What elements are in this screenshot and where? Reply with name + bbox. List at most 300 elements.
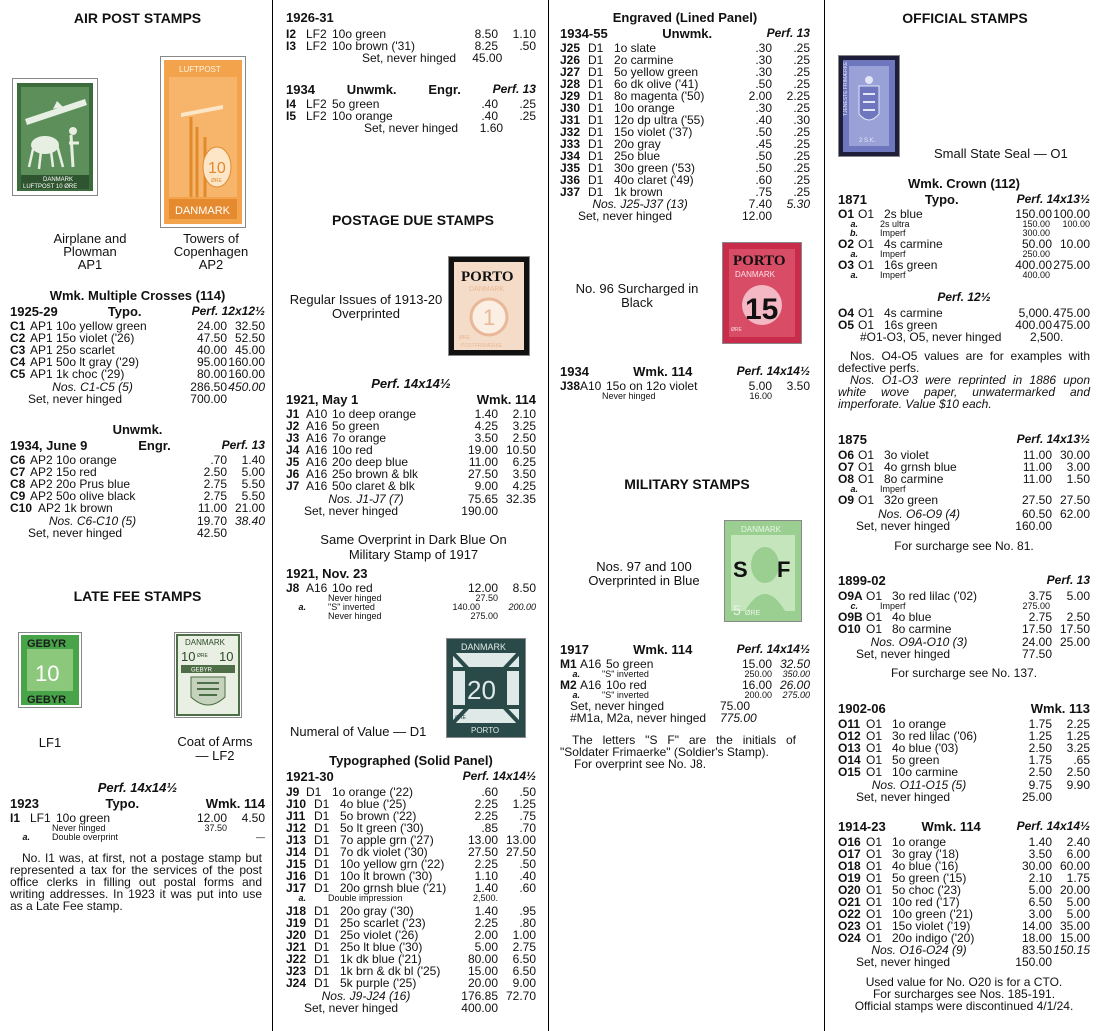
stamp-military-s-text: S: [733, 557, 748, 582]
catalog-number: J4: [286, 443, 300, 457]
design-number: LF1: [30, 811, 51, 825]
catalog-number: J30: [560, 101, 581, 115]
value-unused: 12.00: [196, 811, 227, 825]
variety-description: Imperf: [880, 270, 906, 280]
value-used: .70: [519, 821, 536, 835]
catalog-number: O4: [838, 306, 855, 320]
variety-description: Double overprint: [52, 832, 119, 842]
totals-used: 32.35: [505, 492, 536, 506]
stamp-description: 5o green: [332, 419, 380, 433]
value-used: .25: [793, 53, 810, 67]
value-unused: 11.00: [1022, 472, 1052, 486]
value-unused: 5,000.: [1018, 306, 1052, 320]
stamp-surcharged-top-text: PORTO: [733, 253, 786, 269]
catalog-number: J22: [286, 952, 307, 966]
value-unused: 9.00: [474, 479, 498, 493]
value-used: 60.00: [1059, 859, 1090, 873]
stamp-porto-sub-text: DANMARK: [469, 286, 505, 293]
design-number: O1: [866, 847, 883, 861]
never-hinged-value: 25.00: [1021, 790, 1052, 804]
stamp-military-top-text: DANMARK: [741, 525, 782, 534]
value-unused: .50: [755, 125, 772, 139]
listing-row: [838, 590, 1090, 602]
stamp-ap2-image: [160, 56, 246, 228]
listing-table-o16-o24: [838, 836, 1090, 944]
design-number: O1: [866, 753, 883, 767]
stamp-porto-bottom-text: POSTFRIMÆRKE: [461, 343, 503, 349]
never-hinged-value: 190.00: [461, 504, 498, 518]
value-used: 3.25: [512, 419, 536, 433]
issue-header-1925: [10, 304, 265, 319]
value-unused: 2.50: [1028, 765, 1052, 779]
variety-description: Never hinged: [328, 611, 382, 621]
variety-row: [838, 250, 1090, 259]
value-unused: 400.00: [1015, 318, 1052, 332]
value-unused: 3.00: [1028, 907, 1052, 921]
value-used: 2.75: [512, 940, 536, 954]
design-number: O1: [858, 460, 875, 474]
ap1-caption-text: Airplane and Plowman: [53, 231, 127, 259]
variety-letter: a.: [572, 669, 580, 679]
value-used: 475.00: [1053, 318, 1090, 332]
issue-perf: Perf. 12½: [937, 290, 991, 304]
catalog-number: I1: [10, 811, 21, 825]
stamp-description: 15o violet ('26): [56, 331, 135, 345]
value-used: .25: [793, 101, 810, 115]
value-used: 52.50: [234, 331, 265, 345]
stamp-description: 4s carmine: [884, 306, 943, 320]
value-unused: 30.00: [1021, 859, 1052, 873]
never-hinged-value: 2,500.: [1030, 330, 1064, 344]
totals-o6-o9: [838, 508, 1090, 532]
value-used: 13.00: [505, 833, 536, 847]
issue-perf: Perf. 14x13½: [1016, 432, 1090, 446]
catalog-number: O7: [838, 460, 855, 474]
catalog-number: C9: [10, 489, 26, 503]
column-air-post: [10, 0, 265, 1031]
totals-label: Nos. C6-C10 (5): [48, 514, 137, 528]
stamp-lf2-top-text: DANMARK: [185, 638, 226, 647]
subsection-title-engraved: Engraved (Lined Panel): [612, 10, 758, 25]
catalog-number: O24: [838, 931, 861, 945]
issue-perf: Perf. 14x14½: [1016, 819, 1090, 833]
value-used: 3.50: [786, 379, 810, 393]
catalog-number: J14: [286, 845, 307, 859]
stamp-description: 10o red: [332, 581, 373, 595]
value-unused: 27.50: [467, 845, 498, 859]
stamp-description: 20o deep blue: [332, 455, 409, 469]
value-used: 6.50: [512, 964, 536, 978]
value-used: 5.00: [1066, 907, 1090, 921]
stamp-description: 10o red: [332, 443, 373, 457]
value-used: 30.00: [1059, 448, 1090, 462]
design-number: AP1: [30, 367, 53, 381]
design-number: AP2: [30, 489, 53, 503]
totals-c6-c10: [10, 515, 265, 539]
stamp-description: 8o carmine: [884, 472, 944, 486]
catalog-number: J23: [286, 964, 307, 978]
value-unused: .85: [481, 821, 498, 835]
never-hinged-label: Set, never hinged: [28, 526, 123, 540]
totals-o16-o24: [838, 944, 1090, 968]
never-hinged-value: 150.00: [1015, 955, 1052, 969]
value-unused: 2.25: [474, 797, 498, 811]
catalog-number: M1: [560, 657, 577, 671]
listing-row: [838, 766, 1090, 778]
issue-year: 1934: [560, 364, 589, 379]
stamp-description: 1o orange ('22): [332, 785, 414, 799]
variety-letter: c.: [850, 601, 858, 611]
listing-table-c6-c10: [10, 454, 265, 514]
never-hinged-label: Set, never hinged: [856, 519, 951, 533]
surcharged-caption: No. 96 Surcharged in Black: [575, 281, 699, 310]
value-unused: .50: [755, 161, 772, 175]
value-used: .95: [519, 904, 536, 918]
listing-table-i1: [10, 812, 265, 842]
listing-table-o11-o15: [838, 718, 1090, 778]
stamp-d1-top-text: DANMARK: [461, 642, 507, 652]
design-number: O1: [858, 306, 875, 320]
variety-description: Imperf: [880, 228, 906, 238]
stamp-description: 20o grnsh blue ('21): [339, 881, 447, 895]
column-postage-due: [286, 0, 540, 1031]
value-unused: 150.00: [1015, 207, 1052, 221]
listing-table-o6-o9: [838, 449, 1090, 506]
never-hinged-label: Set, never hinged: [304, 504, 399, 518]
issue-year: 1926-31: [286, 10, 334, 25]
totals-label: Nos. O6-O9 (4): [877, 507, 961, 521]
issue-year: 1899-02: [838, 573, 886, 588]
column-engraved-military: [560, 0, 814, 1031]
design-number: O1: [866, 895, 883, 909]
catalog-number: M2: [560, 678, 577, 692]
design-number: AP1: [30, 319, 53, 333]
stamp-d1-caption: Numeral of Value — D1: [290, 724, 427, 739]
totals-label: Nos. O16-O24 (9): [871, 943, 967, 957]
value-unused: 1.25: [1028, 729, 1052, 743]
same-overprint-caption: Same Overprint in Dark Blue On Military Stamp of 1917: [320, 532, 507, 562]
variety-letter: b.: [850, 228, 858, 238]
totals-o9a-o10: [838, 636, 1090, 660]
surcharge-note-137: For surcharge see No. 137.: [890, 666, 1038, 680]
listing-table-m1-m2: [560, 658, 810, 724]
stamp-o1-caption: Small State Seal — O1: [934, 146, 1068, 161]
stamp-description: 1k dk blue ('21): [340, 952, 422, 966]
design-number: D1: [588, 41, 604, 55]
value-unused: 3.75: [1028, 589, 1052, 603]
stamp-description: 1k choc ('29): [56, 367, 125, 381]
design-number: D1: [314, 833, 330, 847]
design-number: D1: [588, 89, 604, 103]
variety-value: 250.00: [1022, 249, 1050, 259]
catalog-number: J29: [560, 89, 581, 103]
stamp-description: 3o red lilac ('02): [892, 589, 977, 603]
catalog-number: J33: [560, 137, 581, 151]
design-number: D1: [588, 101, 604, 115]
stamp-description: 50o olive black: [56, 489, 136, 503]
variety-value: 37.50: [204, 823, 227, 833]
never-hinged-label: Set, never hinged: [578, 209, 673, 223]
catalog-number: O22: [838, 907, 861, 921]
value-unused: .50: [755, 149, 772, 163]
value-used: .50: [519, 785, 536, 799]
value-unused: .30: [755, 41, 772, 55]
stamp-description: 16s green: [884, 318, 938, 332]
stamp-description: 50o claret & blk: [332, 479, 415, 493]
stamp-description: 40o claret ('49): [614, 173, 694, 187]
stamp-military-f-text: F: [777, 557, 791, 582]
value-unused: 1.40: [474, 407, 498, 421]
stamp-description: 5o lt green ('30): [340, 821, 424, 835]
design-number: D1: [588, 137, 604, 151]
design-number: D1: [588, 77, 604, 91]
totals-j1-j7: [286, 493, 536, 517]
never-hinged-i2-i3: [286, 52, 536, 64]
column-divider: [548, 0, 549, 1031]
design-number: A16: [306, 581, 328, 595]
listing-table-o9a-o10: [838, 590, 1090, 635]
design-number: O1: [866, 859, 883, 873]
value-used: 20.00: [1059, 883, 1090, 897]
design-number: A16: [580, 657, 602, 671]
value-used: 2.50: [1066, 765, 1090, 779]
cto-note: Used value for No. O20 is for a CTO.: [865, 975, 1063, 989]
stamp-porto-image: [448, 256, 530, 356]
value-unused: 2.10: [1028, 871, 1052, 885]
value-used: 5.00: [241, 465, 265, 479]
value-used: 8.50: [512, 581, 536, 595]
stamp-description: 25o lt blue ('30): [340, 940, 423, 954]
never-hinged-value: 160.00: [1015, 519, 1052, 533]
catalog-number: O18: [838, 859, 861, 873]
value-used: 2.50: [1066, 610, 1090, 624]
value-used: 26.00: [779, 678, 810, 692]
value-unused: 3.50: [1028, 847, 1052, 861]
catalog-number: O17: [838, 847, 861, 861]
variety-description: Never hinged: [52, 823, 106, 833]
never-hinged-label: Set, never hinged: [856, 955, 951, 969]
watermark-heading: Wmk. Crown (112): [908, 176, 1020, 191]
totals-used: 450.00: [228, 380, 265, 394]
listing-table-j9-j17: [286, 786, 536, 894]
military-overprint-note: For overprint see No. J8.: [574, 757, 707, 771]
stamp-military-ore-text: ØRE: [745, 610, 761, 617]
never-hinged-label: Set, never hinged: [364, 121, 459, 135]
stamp-porto-value-text: 1: [483, 305, 496, 330]
catalog-number: O12: [838, 729, 861, 743]
listing-table-j25-j37: [560, 42, 810, 198]
value-unused: .40: [755, 113, 772, 127]
issue-year: 1921, May 1: [286, 392, 359, 407]
stamp-description: 32o green: [884, 493, 939, 507]
totals-used: 38.40: [234, 514, 265, 528]
listing-row: [838, 238, 1090, 250]
listing-table-o4-o5: [838, 307, 1090, 331]
catalog-number: J21: [286, 940, 307, 954]
design-number: O1: [866, 729, 883, 743]
value-used: .80: [519, 916, 536, 930]
variety-description: Imperf: [880, 249, 906, 259]
stamp-description: 1o orange: [892, 835, 947, 849]
stamp-ap1-caption: [50, 232, 130, 271]
design-number: A10: [580, 379, 602, 393]
issue-type: Engr.: [138, 438, 171, 453]
value-unused: 2.25: [474, 809, 498, 823]
design-number: D1: [314, 845, 330, 859]
value-unused: 2.25: [474, 857, 498, 871]
variety-letter: a.: [850, 219, 858, 229]
design-number: D1: [314, 869, 330, 883]
variety-letter: a.: [850, 249, 858, 259]
design-number: D1: [314, 821, 330, 835]
stamp-porto-top-text: PORTO: [461, 269, 514, 285]
value-unused: 2.75: [203, 477, 227, 491]
catalog-number: J18: [286, 904, 307, 918]
stamp-description: 15o violet ('19): [892, 919, 971, 933]
stamp-description: 5k purple ('25): [340, 976, 417, 990]
variety-letter: a.: [22, 832, 30, 842]
value-used: 15.00: [1059, 931, 1090, 945]
never-hinged-label: #O1-O3, O5, never hinged: [860, 330, 1002, 344]
listing-row: [286, 882, 536, 894]
listing-row: [286, 480, 536, 492]
totals-j9-j24: [286, 990, 536, 1014]
value-used: .60: [519, 881, 537, 895]
design-number: O1: [866, 919, 883, 933]
value-unused: 80.00: [196, 367, 227, 381]
issue-wmk: Wmk. 114: [205, 796, 265, 811]
stamp-description: 20o indigo ('20): [892, 931, 975, 945]
stamp-description: 25o violet ('26): [340, 928, 419, 942]
value-used: 10.50: [505, 443, 536, 457]
never-hinged-value: 42.50: [196, 526, 227, 540]
issue-perf: Perf. 13: [221, 438, 265, 452]
never-hinged-label: Set, never hinged: [856, 647, 951, 661]
issue-header-1934: [286, 82, 536, 97]
variety-description: Never hinged: [328, 593, 382, 603]
value-used: .25: [793, 161, 810, 175]
listing-table-i2-i3: [286, 28, 536, 52]
stamp-military-value-text: 5: [733, 602, 741, 618]
design-number: D1: [314, 952, 330, 966]
value-unused: 1.10: [474, 869, 498, 883]
value-used: 45.00: [234, 343, 265, 357]
design-number: D1: [588, 149, 604, 163]
issue-wmk: Wmk. 114: [633, 642, 693, 657]
listing-table-j8: [286, 582, 536, 621]
catalog-number: J31: [560, 113, 581, 127]
stamp-lf1-bottom-text: GEBYR: [27, 694, 67, 706]
variety-row: [838, 220, 1090, 229]
stamp-lf2-image: [174, 632, 242, 718]
issue-year: 1923: [10, 796, 39, 811]
value-unused: 2.75: [203, 489, 227, 503]
stamp-ap2-ore-text: ØRE: [211, 178, 222, 184]
stamp-description: 7o dk violet ('30): [340, 845, 428, 859]
value-used: 6.50: [512, 952, 536, 966]
design-number: D1: [314, 928, 330, 942]
design-number: A16: [306, 419, 328, 433]
catalog-number: C3: [10, 343, 26, 357]
stamp-description: 5o green: [892, 753, 940, 767]
catalog-number: O2: [838, 237, 855, 251]
stamp-lf2-left-value: 10: [181, 649, 196, 664]
variety-description: Never hinged: [602, 391, 656, 401]
totals-unused: 60.50: [1021, 507, 1052, 521]
stamp-description: 5o green: [606, 657, 654, 671]
value-unused: 14.00: [1021, 919, 1052, 933]
catalog-number: I3: [286, 39, 297, 53]
value-used: 275.00: [1053, 258, 1090, 272]
catalog-number: J35: [560, 161, 581, 175]
stamp-lf2-band-text: GEBYR: [191, 667, 213, 674]
catalog-number: J1: [286, 407, 300, 421]
ap2-id: AP2: [198, 257, 224, 272]
stamp-description: 1o orange: [892, 717, 947, 731]
catalog-number: C1: [10, 319, 26, 333]
value-used: 3.50: [512, 467, 536, 481]
official-note-defective: Nos. O4-O5 values are for examples with defective perfs.: [838, 349, 1090, 375]
listing-row: [838, 259, 1090, 271]
design-number: D1: [588, 161, 604, 175]
stamp-ap2-top-text: LUFTPOST: [179, 65, 221, 74]
totals-c1-c5: [10, 381, 265, 405]
totals-unused: 7.40: [748, 197, 772, 211]
value-used: 4.50: [241, 811, 265, 825]
issue-perf: Perf. 13: [1046, 573, 1090, 587]
catalog-number: J34: [560, 149, 581, 163]
design-number: O1: [866, 883, 883, 897]
variety-letter: a.: [850, 270, 858, 280]
design-number: D1: [588, 53, 604, 67]
value-unused: 8.25: [474, 39, 498, 53]
catalog-number: I5: [286, 109, 297, 123]
issue-header-1934: [10, 438, 265, 453]
catalog-number: C8: [10, 477, 26, 491]
value-unused: 400.00: [1015, 258, 1052, 272]
value-used: .25: [519, 109, 536, 123]
design-number: LF2: [306, 39, 327, 53]
listing-row: [838, 307, 1090, 319]
issue-year: 1921, Nov. 23: [286, 566, 368, 581]
design-number: O1: [866, 610, 883, 624]
catalog-number: O23: [838, 919, 861, 933]
stamp-description: 20o Prus blue: [56, 477, 131, 491]
value-unused: 13.00: [467, 833, 498, 847]
variety-value: 27.50: [475, 593, 498, 603]
catalog-number: O14: [838, 753, 861, 767]
totals-j25-j37: [560, 198, 810, 222]
value-unused: 80.00: [467, 952, 498, 966]
value-unused: 5.00: [474, 940, 498, 954]
stamp-description: 10o orange: [614, 101, 675, 115]
stamp-d1-value-text: 20: [467, 675, 496, 705]
value-used: .65: [1073, 753, 1090, 767]
value-used: 1.50: [1066, 472, 1090, 486]
issue-header-1871: [838, 192, 1090, 207]
stamp-ap1-top-text: DANMARK: [43, 177, 74, 183]
listing-row: [838, 623, 1090, 635]
design-number: AP2: [30, 465, 53, 479]
stamp-ap2-caption: [170, 232, 252, 271]
stamp-description: 8o magenta ('50): [614, 89, 705, 103]
value-unused: .30: [755, 65, 772, 79]
issue-year: 1934-55: [560, 26, 608, 41]
stamp-description: 3o red lilac ('06): [892, 729, 977, 743]
regular-issues-caption: Regular Issues of 1913-20 Overprinted: [289, 292, 443, 321]
design-number: LF2: [306, 109, 327, 123]
catalog-number: C7: [10, 465, 26, 479]
